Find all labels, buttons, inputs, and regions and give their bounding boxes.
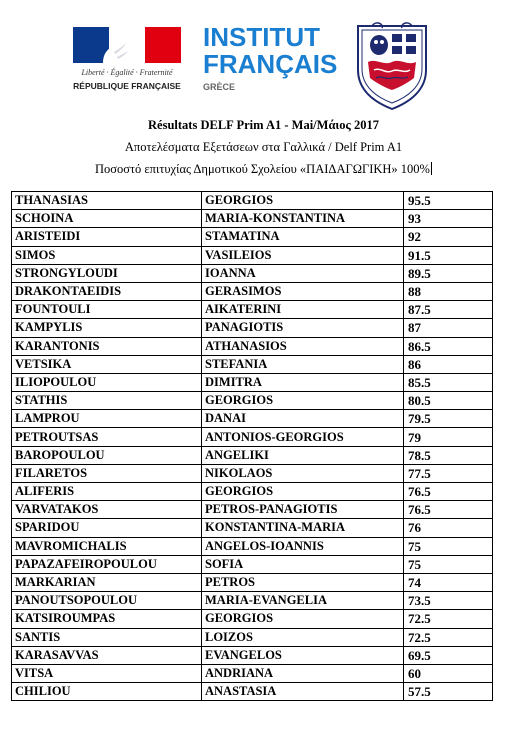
score-cell: 79.5 (404, 410, 493, 428)
score-cell: 93 (404, 210, 493, 228)
surname-cell: SANTIS (12, 628, 202, 646)
table-row (12, 664, 493, 682)
first-name-cell: ANASTASIA (202, 683, 404, 701)
table-row (12, 519, 493, 537)
first-name-cell: VASILEIOS (202, 246, 404, 264)
table-row (12, 410, 493, 428)
success-rate-text: Ποσοστό επιτυχίας Δημοτικού Σχολείου «ΠΑΙΔΑΓΩΓΙΚΗ» 100% (95, 162, 430, 176)
first-name-cell: GEORGIOS (202, 610, 404, 628)
surname-cell: KARASAVVAS (12, 646, 202, 664)
table-row (12, 446, 493, 464)
first-name-cell: AIKATERINI (202, 301, 404, 319)
surname-cell: SIMOS (12, 246, 202, 264)
score-cell: 60 (404, 664, 493, 682)
first-name-cell: NIKOLAOS (202, 464, 404, 482)
first-name-cell: GEORGIOS (202, 392, 404, 410)
first-name-cell: LOIZOS (202, 628, 404, 646)
first-name-cell: STEFANIA (202, 355, 404, 373)
table-row (12, 428, 493, 446)
first-name-cell: PETROS (202, 573, 404, 591)
score-cell: 76.5 (404, 501, 493, 519)
score-cell: 80.5 (404, 392, 493, 410)
table-row (12, 210, 493, 228)
score-cell: 89.5 (404, 264, 493, 282)
table-row (12, 355, 493, 373)
score-cell: 86 (404, 355, 493, 373)
score-cell: 75 (404, 537, 493, 555)
surname-cell: STRONGYLOUDI (12, 264, 202, 282)
score-cell: 92 (404, 228, 493, 246)
surname-cell: ARISTEIDI (12, 228, 202, 246)
table-row (12, 573, 493, 591)
results-table (11, 191, 493, 701)
surname-cell: MAVROMICHALIS (12, 537, 202, 555)
table-row (12, 301, 493, 319)
table-row (12, 501, 493, 519)
surname-cell: FILARETOS (12, 464, 202, 482)
score-cell: 72.5 (404, 628, 493, 646)
score-cell: 85.5 (404, 373, 493, 391)
surname-cell: CHILIOU (12, 683, 202, 701)
surname-cell: KARANTONIS (12, 337, 202, 355)
table-row (12, 555, 493, 573)
table-row (12, 246, 493, 264)
score-cell: 76.5 (404, 483, 493, 501)
score-cell: 79 (404, 428, 493, 446)
surname-cell: PETROUTSAS (12, 428, 202, 446)
table-row (12, 264, 493, 282)
surname-cell: PANOUTSOPOULOU (12, 592, 202, 610)
title-success-rate (0, 158, 527, 180)
table-row (12, 483, 493, 501)
results-table-body (12, 192, 493, 701)
surname-cell: STATHIS (12, 392, 202, 410)
first-name-cell: IOANNA (202, 264, 404, 282)
first-name-cell: GEORGIOS (202, 192, 404, 210)
title-greek-results: Αποτελέσματα Εξετάσεων στα Γαλλικά / Delf Prim A1 (124, 140, 403, 154)
table-row (12, 192, 493, 210)
table-row (12, 373, 493, 391)
grece-word: GRÈCE (203, 82, 236, 92)
republic-motto: Liberté · Égalité · Fraternité (81, 68, 173, 77)
institut-francais-logo (203, 22, 338, 99)
marianne-flag-icon (73, 27, 181, 63)
first-name-cell: GERASIMOS (202, 282, 404, 300)
first-name-cell: MARIA-KONSTANTINA (202, 210, 404, 228)
surname-cell: KATSIROUMPAS (12, 610, 202, 628)
table-row (12, 337, 493, 355)
first-name-cell: ANGELOS-IOANNIS (202, 537, 404, 555)
score-cell: 87.5 (404, 301, 493, 319)
score-cell: 86.5 (404, 337, 493, 355)
table-row (12, 683, 493, 701)
score-cell: 75 (404, 555, 493, 573)
table-row (12, 628, 493, 646)
surname-cell: VETSIKA (12, 355, 202, 373)
score-cell: 69.5 (404, 646, 493, 664)
title-results: Résultats DELF Prim A1 - Mai/Μάιος 2017 (148, 118, 379, 132)
score-cell: 91.5 (404, 246, 493, 264)
table-row (12, 392, 493, 410)
first-name-cell: DIMITRA (202, 373, 404, 391)
surname-cell: VARVATAKOS (12, 501, 202, 519)
table-row (12, 319, 493, 337)
surname-cell: ILIOPOULOU (12, 373, 202, 391)
first-name-cell: ANGELIKI (202, 446, 404, 464)
table-row (12, 610, 493, 628)
francais-word: FRANÇAIS (203, 49, 338, 79)
first-name-cell: STAMATINA (202, 228, 404, 246)
first-name-cell: PANAGIOTIS (202, 319, 404, 337)
table-row (12, 537, 493, 555)
table-row (12, 464, 493, 482)
first-name-cell: ANDRIANA (202, 664, 404, 682)
surname-cell: PAPAZAFEIROPOULOU (12, 555, 202, 573)
first-name-cell: DANAI (202, 410, 404, 428)
surname-cell: KAMPYLIS (12, 319, 202, 337)
surname-cell: MARKARIAN (12, 573, 202, 591)
republique-francaise-logo (70, 27, 184, 97)
first-name-cell: EVANGELOS (202, 646, 404, 664)
text-cursor (431, 162, 432, 175)
score-cell: 72.5 (404, 610, 493, 628)
first-name-cell: ANTONIOS-GEORGIOS (202, 428, 404, 446)
score-cell: 88 (404, 282, 493, 300)
score-cell: 73.5 (404, 592, 493, 610)
republic-name: RÉPUBLIQUE FRANÇAISE (73, 81, 181, 91)
institut-word: INSTITUT (203, 22, 320, 52)
school-crest-icon (352, 22, 432, 112)
first-name-cell: ATHANASIOS (202, 337, 404, 355)
score-cell: 57.5 (404, 683, 493, 701)
table-row (12, 592, 493, 610)
table-row (12, 646, 493, 664)
score-cell: 78.5 (404, 446, 493, 464)
score-cell: 87 (404, 319, 493, 337)
first-name-cell: KONSTANTINA-MARIA (202, 519, 404, 537)
surname-cell: SPARIDOU (12, 519, 202, 537)
score-cell: 74 (404, 573, 493, 591)
surname-cell: FOUNTOULI (12, 301, 202, 319)
surname-cell: VITSA (12, 664, 202, 682)
score-cell: 95.5 (404, 192, 493, 210)
table-row (12, 282, 493, 300)
score-cell: 76 (404, 519, 493, 537)
surname-cell: ALIFERIS (12, 483, 202, 501)
surname-cell: LAMPROU (12, 410, 202, 428)
document-titles (0, 114, 527, 180)
first-name-cell: MARIA-EVANGELIA (202, 592, 404, 610)
table-row (12, 228, 493, 246)
first-name-cell: GEORGIOS (202, 483, 404, 501)
surname-cell: BAROPOULOU (12, 446, 202, 464)
first-name-cell: SOFIA (202, 555, 404, 573)
first-name-cell: PETROS-PANAGIOTIS (202, 501, 404, 519)
surname-cell: SCHOINA (12, 210, 202, 228)
score-cell: 77.5 (404, 464, 493, 482)
surname-cell: THANASIAS (12, 192, 202, 210)
surname-cell: DRAKONTAEIDIS (12, 282, 202, 300)
